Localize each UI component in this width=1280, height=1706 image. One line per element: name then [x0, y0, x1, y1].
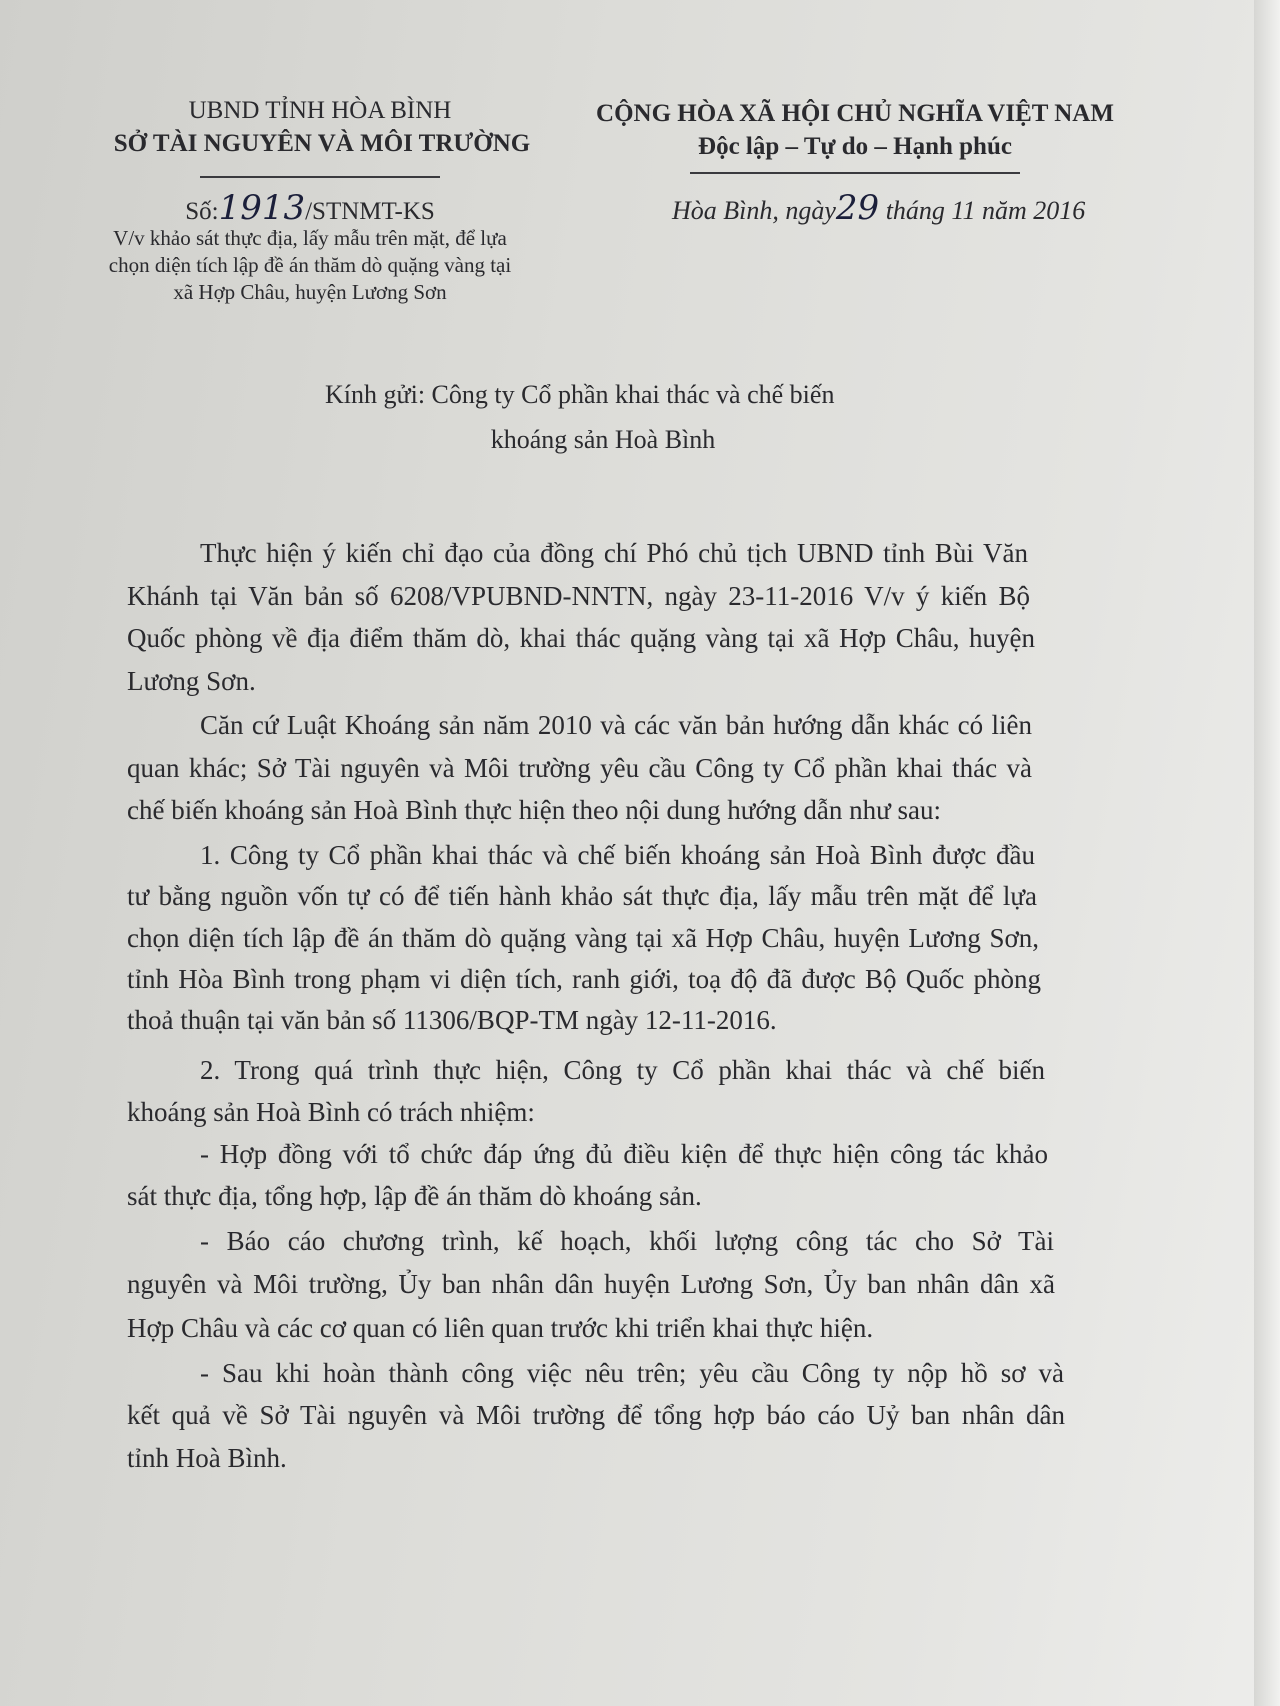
body-line: Quốc phòng về địa điểm thăm dò, khai thác quặng vàng tại xã Hợp Châu, huyện [127, 623, 1035, 653]
body-line: Khánh tại Văn bản số 6208/VPUBND-NNTN, ngày 23-11-2016 V/v ý kiến Bộ [127, 581, 1030, 611]
agency-name: UBND TỈNH HÒA BÌNH [188, 97, 452, 124]
body-line: 1. Công ty Cổ phần khai thác và chế biến khoáng sản Hoà Bình được đầu [200, 840, 1035, 870]
body-line: - Báo cáo chương trình, kế hoạch, khối lượng công tác cho Sở Tài [200, 1226, 1054, 1256]
number-prefix: Số: [185, 198, 219, 225]
header-right-rule [690, 172, 1020, 174]
document-number [185, 188, 435, 228]
body-line: sát thực địa, tổng hợp, lập đề án thăm dò khoáng sản. [127, 1181, 702, 1211]
subject-line: xã Hợp Châu, huyện Lương Sơn [173, 280, 447, 304]
recipient-line: khoáng sản Hoà Bình [490, 425, 716, 454]
body-line: chọn diện tích lập đề án thăm dò quặng vàng tại xã Hợp Châu, huyện Lương Sơn, [127, 923, 1039, 953]
body-line: khoáng sản Hoà Bình có trách nhiệm: [127, 1097, 535, 1127]
body-line: - Hợp đồng với tổ chức đáp ứng đủ điều kiện để thực hiện công tác khảo [200, 1139, 1048, 1169]
body-line: tư bằng nguồn vốn tự có để tiến hành khảo sát thực địa, lấy mẫu trên mặt để lựa [127, 881, 1037, 911]
recipient-line: Kính gửi: Công ty Cổ phần khai thác và chế biến [325, 380, 835, 409]
body-line: chế biến khoáng sản Hoà Bình thực hiện theo nội dung hướng dẫn như sau: [127, 795, 942, 825]
handwritten-day: 29 [835, 188, 880, 228]
country-name: CỘNG HÒA XÃ HỘI CHỦ NGHĨA VIỆT NAM [596, 100, 1114, 127]
body-line: thoả thuận tại văn bản số 11306/BQP-TM ngày 12-11-2016. [127, 1005, 777, 1035]
body-line: tỉnh Hòa Bình trong phạm vi diện tích, ranh giới, toạ độ đã được Bộ Quốc phòng [127, 964, 1041, 994]
body-line: quan khác; Sở Tài nguyên và Môi trường yêu cầu Công ty Cổ phần khai thác và [127, 753, 1032, 783]
national-motto: Độc lập – Tự do – Hạnh phúc [698, 133, 1012, 160]
body-line: Căn cứ Luật Khoáng sản năm 2010 và các văn bản hướng dẫn khác có liên [200, 710, 1032, 740]
subject-line: chọn diện tích lập đề án thăm dò quặng vàng tại [108, 253, 512, 277]
body-line: tỉnh Hoà Bình. [127, 1443, 287, 1473]
header-left-rule [200, 176, 440, 178]
department-name: SỞ TÀI NGUYÊN VÀ MÔI TRƯỜNG [113, 130, 531, 157]
body-line: - Sau khi hoàn thành công việc nêu trên; yêu cầu Công ty nộp hồ sơ và [200, 1358, 1064, 1388]
handwritten-number: 1913 [218, 188, 306, 228]
subject-line: V/v khảo sát thực địa, lấy mẫu trên mặt, để lựa [113, 226, 507, 250]
body-line: kết quả về Sở Tài nguyên và Môi trường để tổng hợp báo cáo Uỷ ban nhân dân [127, 1400, 1065, 1430]
body-line: Thực hiện ý kiến chỉ đạo của đồng chí Phó chủ tịch UBND tỉnh Bùi Văn [200, 538, 1028, 568]
body-line: 2. Trong quá trình thực hiện, Công ty Cổ phần khai thác và chế biến [200, 1055, 1045, 1085]
date-prefix: Hòa Bình, ngày [672, 196, 836, 225]
body-line: Lương Sơn. [127, 666, 256, 696]
number-suffix: /STNMT-KS [305, 198, 435, 225]
body-line: nguyên và Môi trường, Ủy ban nhân dân huyện Lương Sơn, Ủy ban nhân dân xã [127, 1269, 1055, 1299]
page-edge [1254, 0, 1280, 1706]
body-line: Hợp Châu và các cơ quan có liên quan trước khi triển khai thực hiện. [127, 1313, 874, 1343]
date-suffix: tháng 11 năm 2016 [879, 196, 1086, 225]
document-date [672, 188, 1085, 228]
